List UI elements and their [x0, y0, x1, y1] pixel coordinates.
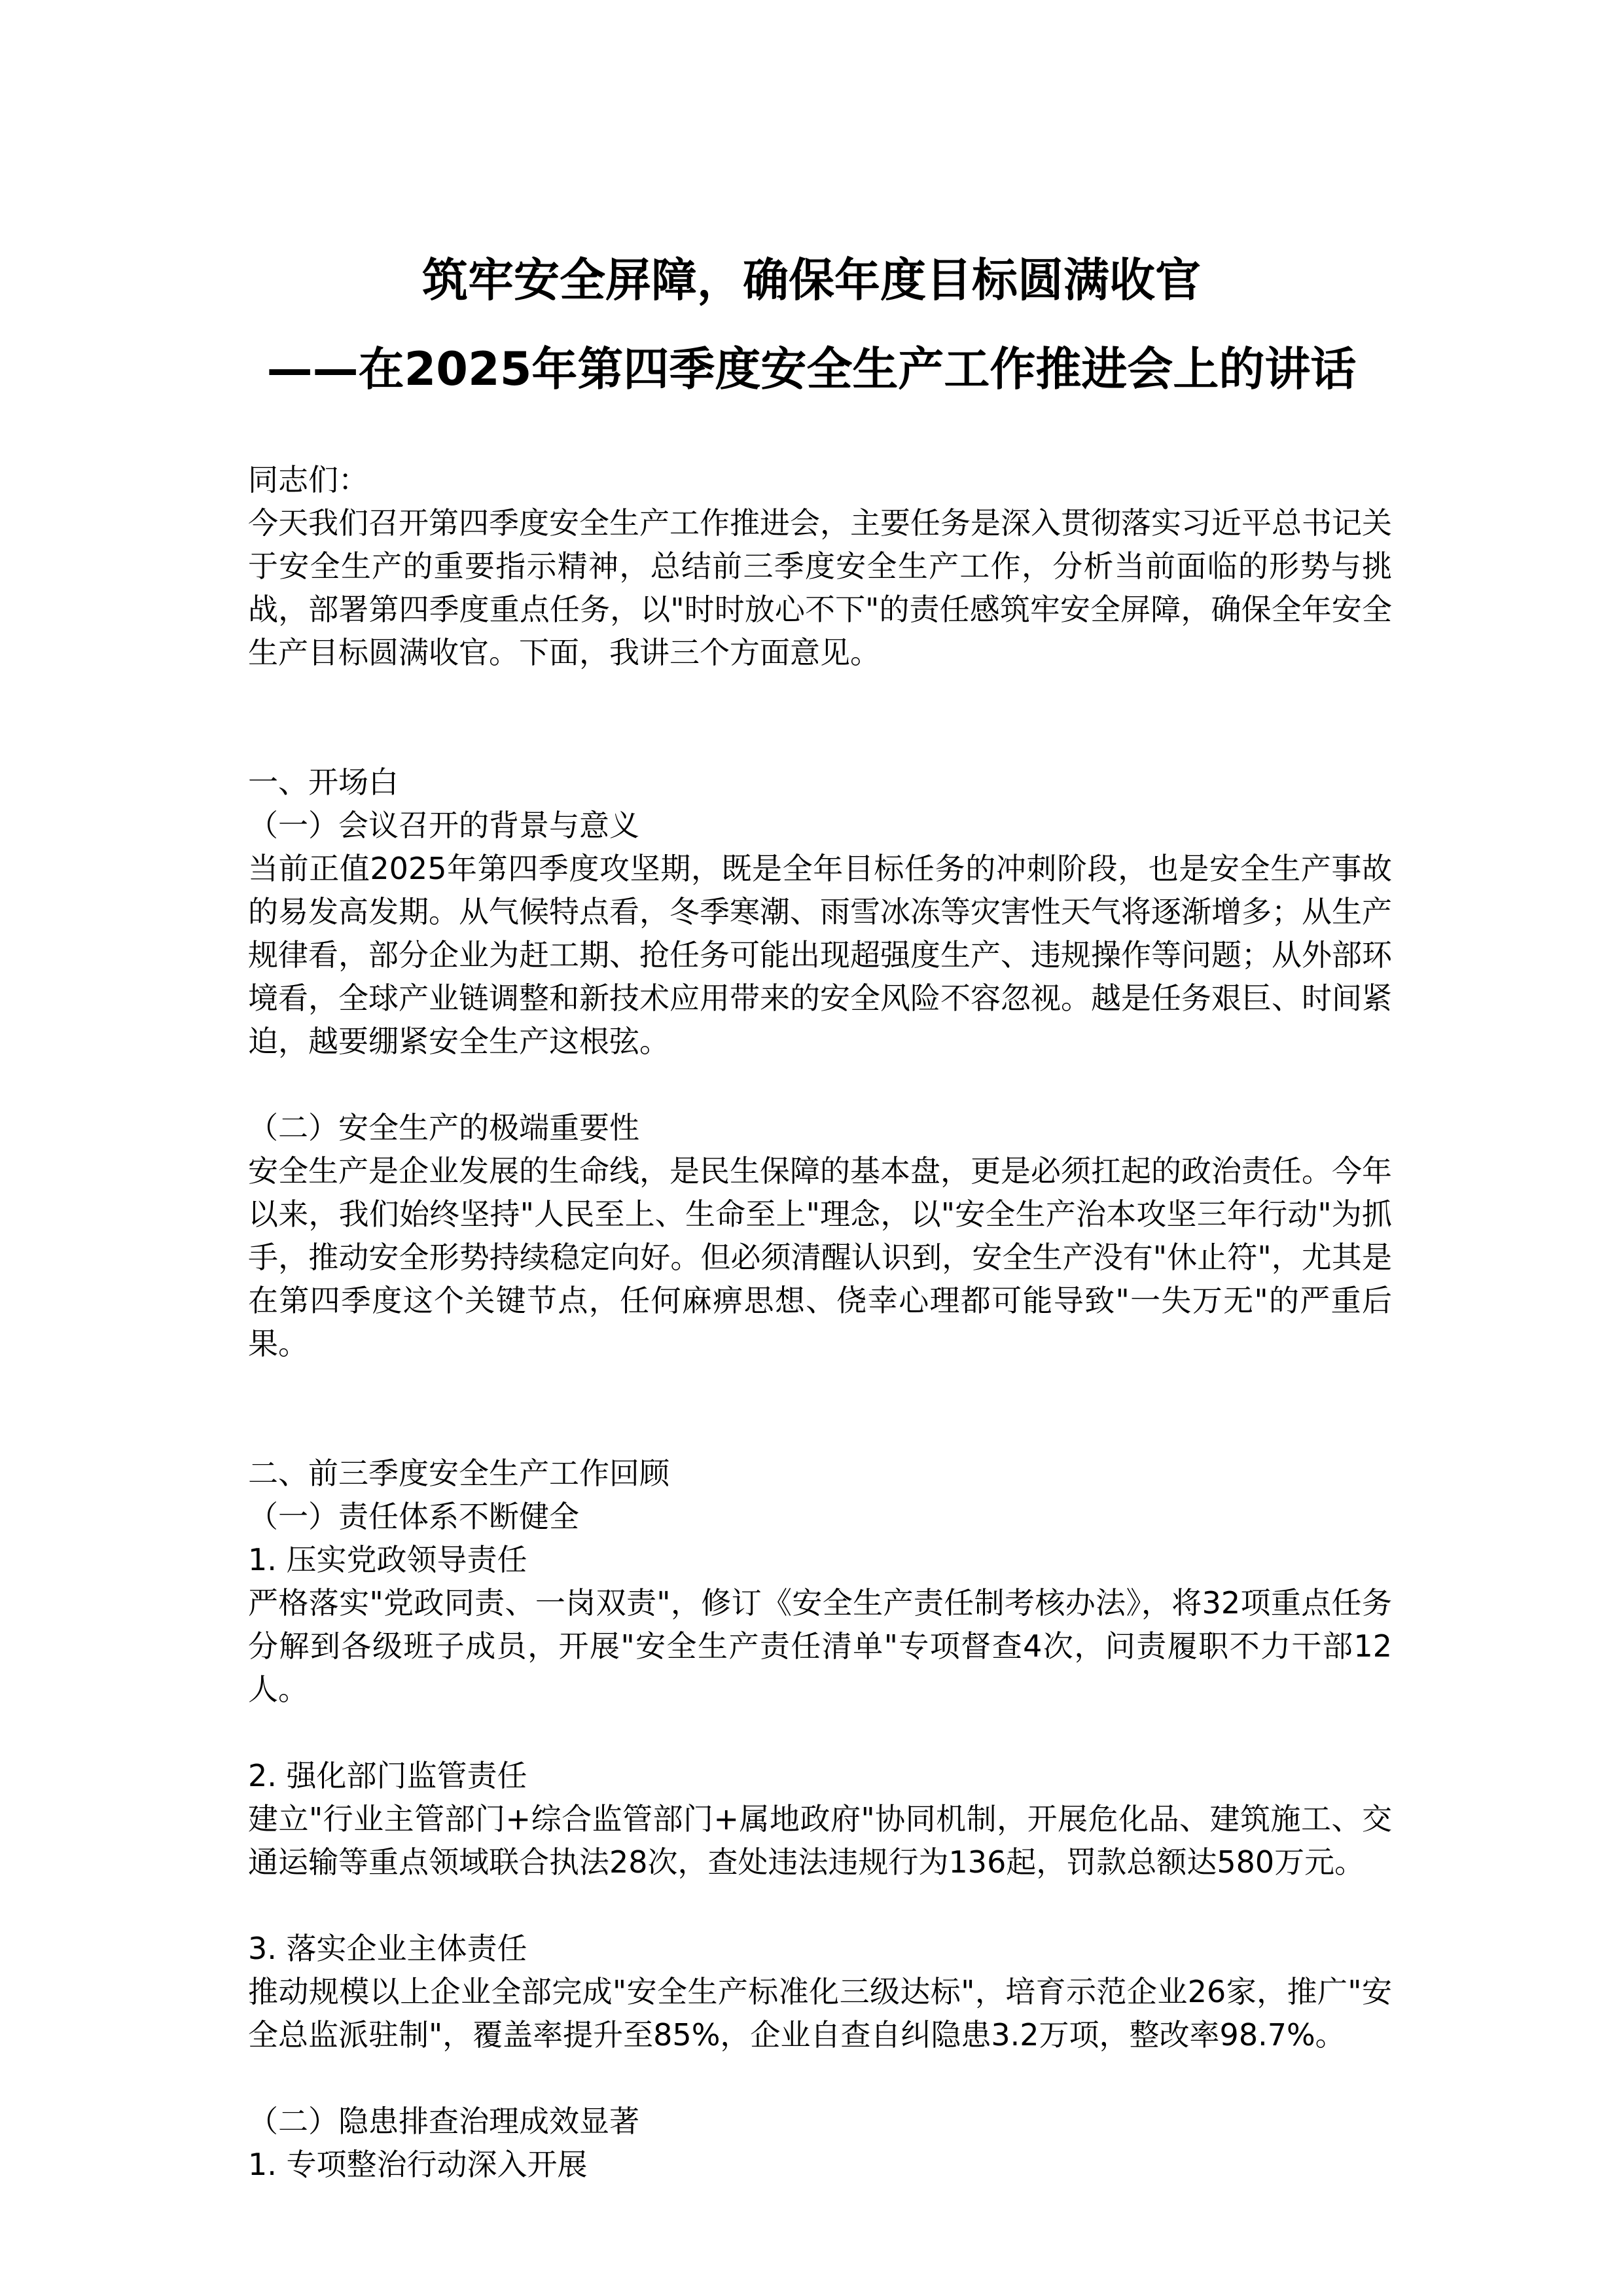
item-1-heading: 1. 压实党政领导责任 [248, 1542, 527, 1577]
item-3-text: 推动规模以上企业全部完成"安全生产标准化三级达标"，培育示范企业26家，推广"安全总监派驻制"，覆盖率提升至85%，企业自查自纠隐患3.2万项，整改率98.7%。 [248, 1974, 1392, 2053]
item-3-heading: 3. 落实企业主体责任 [248, 1931, 527, 1966]
section-1-sub1-heading: （一）会议召开的背景与意义 [248, 808, 639, 843]
item-1-text: 严格落实"党政同责、一岗双责"，修订《安全生产责任制考核办法》，将32项重点任务分解到各级班子成员，开展"安全生产责任清单"专项督查4次，问责履职不力干部12人。 [248, 1585, 1392, 1707]
section-1-sub2-heading: （二）安全生产的极端重要性 [248, 1110, 639, 1145]
item-2-heading: 2. 强化部门监管责任 [248, 1758, 527, 1793]
sub2-item-1-heading: 1. 专项整治行动深入开展 [248, 2147, 588, 2182]
document-body [248, 458, 1392, 2186]
title-main: 筑牢安全屏障，确保年度目标圆满收官 [422, 253, 1201, 307]
section-2-sub2-heading: （二）隐患排查治理成效显著 [248, 2104, 639, 2139]
section-1-heading: 一、开场白 [248, 764, 399, 800]
title-subtitle: ——在2025年第四季度安全生产工作推进会上的讲话 [266, 342, 1357, 396]
section-1-sub1-text: 当前正值2025年第四季度攻坚期，既是全年目标任务的冲刺阶段，也是安全生产事故的易发高发期。从气候特点看，冬季寒潮、雨雪冰冻等灾害性天气将逐渐增多；从生产规律看，部分企业为赶工期、抢任务可能出现超强度生产、违规操作等问题；从外部环境看，全球产业链调整和新技术应用带来的安全风险不容忽视。越是任务艰巨、时间紧迫，越要绷紧安全生产这根弦。 [248, 851, 1392, 1059]
section-2-heading: 二、前三季度安全生产工作回顾 [248, 1456, 669, 1491]
item-2-text: 建立"行业主管部门+综合监管部门+属地政府"协同机制，开展危化品、建筑施工、交通运输等重点领域联合执法28次，查处违法违规行为136起，罚款总额达580万元。 [248, 1801, 1392, 1880]
document-title [0, 236, 1623, 414]
section-2-sub1-heading: （一）责任体系不断健全 [248, 1499, 579, 1534]
intro-paragraph: 今天我们召开第四季度安全生产工作推进会，主要任务是深入贯彻落实习近平总书记关于安全生产的重要指示精神，总结前三季度安全生产工作，分析当前面临的形势与挑战，部署第四季度重点任务，以"时时放心不下"的责任感筑牢安全屏障，确保全年安全生产目标圆满收官。下面，我讲三个方面意见。 [248, 505, 1392, 670]
section-1-sub2-text: 安全生产是企业发展的生命线，是民生保障的基本盘，更是必须扛起的政治责任。今年以来，我们始终坚持"人民至上、生命至上"理念，以"安全生产治本攻坚三年行动"为抓手，推动安全形势持续稳定向好。但必须清醒认识到，安全生产没有"休止符"，尤其是在第四季度这个关键节点，任何麻痹思想、侥幸心理都可能导致"一失万无"的严重后果。 [248, 1153, 1392, 1361]
salutation: 同志们： [248, 462, 368, 497]
